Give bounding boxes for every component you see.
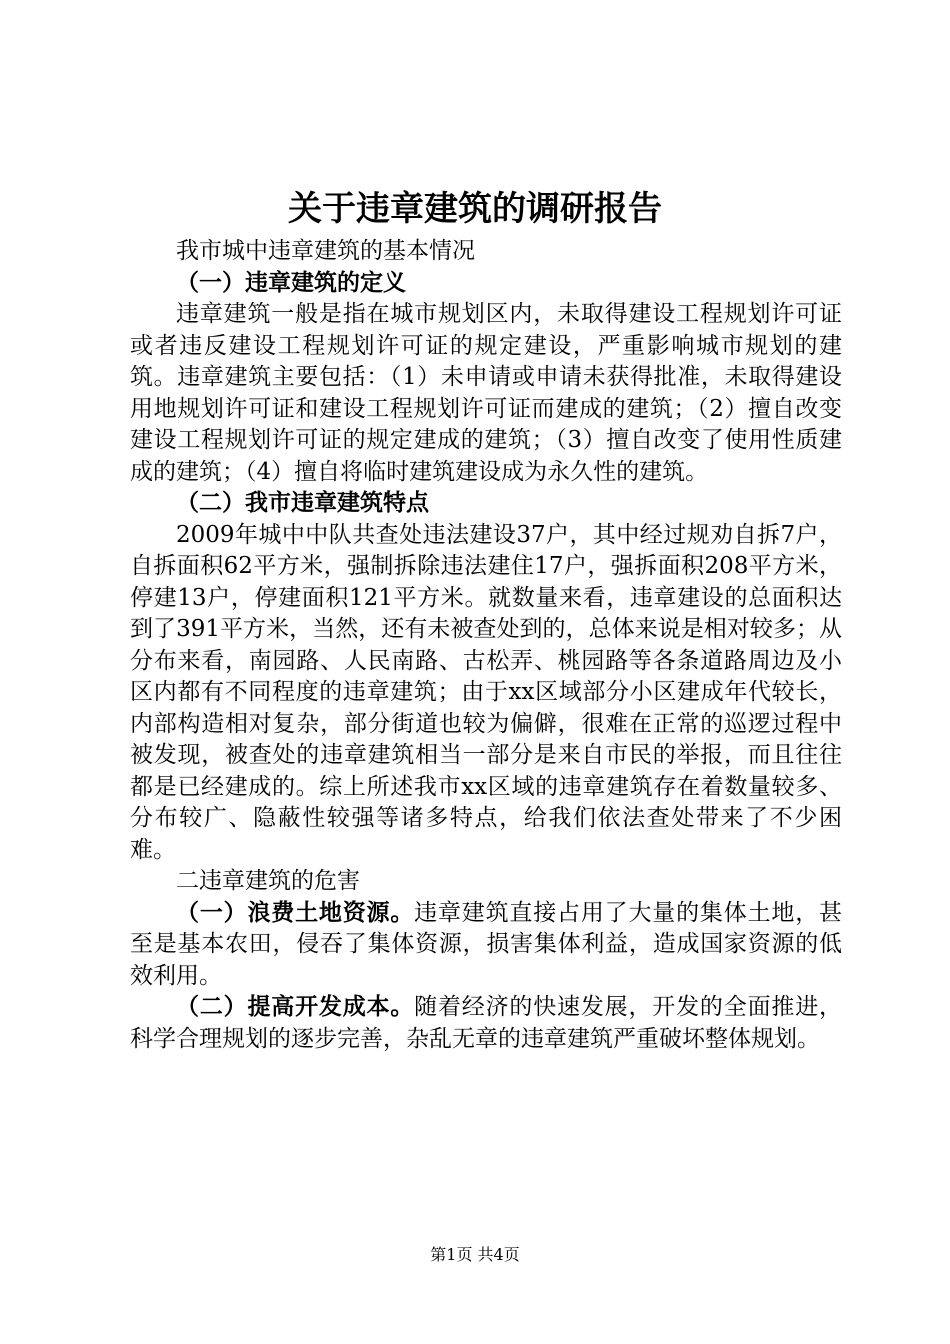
paragraph-text: 违章建筑直接占用了大量的集体土地，甚至是基本农田，侵吞了集体资源，损害集体利益，造成国家资源的低效利用。: [130, 899, 843, 989]
page-footer: 第1页 共4页: [430, 1245, 520, 1264]
paragraph-text: 随着经济的快速发展，开发的全面推进，科学合理规划的逐步完善，杂乱无章的违章建筑严重破坏整体规划。: [130, 994, 843, 1052]
document-body: [130, 236, 842, 1055]
paragraph-hazard-cost: [130, 992, 842, 1055]
paragraph-hazard-land: [130, 898, 842, 993]
paragraph-lead: （一）浪费土地资源。: [176, 899, 415, 926]
document-title: 关于违章建筑的调研报告: [288, 189, 662, 229]
section-intro: 我市城中违章建筑的基本情况: [176, 238, 475, 264]
subheading-features: （二）我市违章建筑特点: [176, 490, 429, 516]
subheading-definition: （一）违章建筑的定义: [176, 269, 406, 296]
paragraph-lead: （二）提高开发成本。: [176, 994, 415, 1020]
paragraph-features: 2009年城中中队共查处违法建设37户，其中经过规劝自拆7户，自拆面积62平方米，强制拆除违法建住17户，强拆面积208平方米，停建13户，停建面积121平方米。就数量来看，违章建设的总面积达到了391平方米，当然，还有未被查处到的，总体来说是相对较多；从分布来看，南园路、人民南路、古松弄、桃园路等各条道路周边及小区内都有不同程度的违章建筑；由于xx区域部分小区建成年代较长，内部构造相对复杂，部分街道也较为偏僻，很难在正常的巡逻过程中被发现，被查处的违章建筑相当一部分是来自市民的举报，而且往往都是已经建成的。综上所述我市xx区域的违章建筑存在着数量较多、分布较广、隐蔽性较强等诸多特点，给我们依法查处带来了不少困难。: [130, 521, 842, 863]
section-hazards-intro: 二违章建筑的危害: [176, 868, 360, 894]
paragraph-definition: 违章建筑一般是指在城市规划区内，未取得建设工程规划许可证或者违反建设工程规划许可证的规定建设，严重影响城市规划的建筑。违章建筑主要包括：（1）未申请或申请未获得批准，未取得建设用地规划许可证和建设工程规划许可证而建成的建筑；（2）擅自改变建设工程规划许可证的规定建成的建筑；（3）擅自改变了使用性质建成的建筑；（4）擅自将临时建筑建设成为永久性的建筑。: [130, 301, 842, 485]
